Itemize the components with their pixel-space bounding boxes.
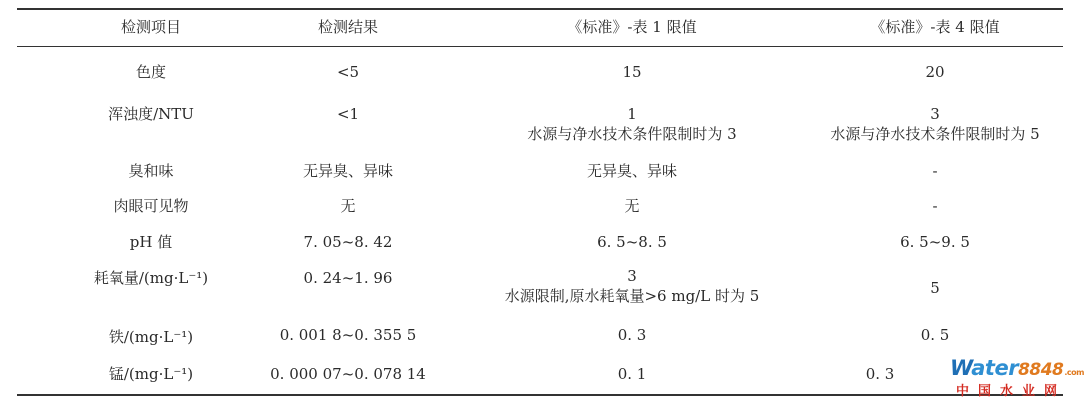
row-table1-limit [470, 104, 794, 144]
row-table1-limit: 无异臭、异味 [586, 162, 677, 180]
watermark-brand-chinese: 中国水业网 [956, 384, 1067, 399]
row-table1-limit: 无 [624, 197, 640, 215]
row-result: <5 [336, 63, 360, 81]
watermark-brand: Water8848.com [950, 356, 1084, 380]
water8848-watermark-logo [950, 356, 1084, 399]
limit-value: 3 [930, 105, 940, 123]
row-table1-limit: 6. 5~8. 5 [597, 233, 667, 251]
row-table4-limit [790, 104, 1080, 144]
row-result: <1 [336, 105, 360, 123]
row-table1-limit: 0. 3 [617, 326, 647, 344]
limit-note: 水源与净水技术条件限制时为 5 [830, 125, 1040, 143]
header-item: 检测项目 [120, 18, 181, 36]
row-table4-limit: - [932, 197, 938, 215]
row-item: 色度 [135, 63, 166, 81]
row-table4-limit: 6. 5~9. 5 [900, 233, 970, 251]
table-bottom-rule [17, 394, 1063, 396]
header-result: 检测结果 [317, 18, 378, 36]
limit-note: 水源与净水技术条件限制时为 3 [527, 125, 737, 143]
row-item: 锰/(mg·L⁻¹) [108, 365, 194, 383]
row-item: pH 值 [129, 233, 173, 251]
header-table4-limit: 《标准》-表 4 限值 [870, 18, 1000, 36]
row-item: 铁/(mg·L⁻¹) [108, 328, 194, 346]
table-header-rule [17, 46, 1063, 47]
row-item: 耗氧量/(mg·L⁻¹) [93, 269, 209, 287]
header-table1-limit: 《标准》-表 1 限值 [567, 18, 697, 36]
row-result: 7. 05~8. 42 [303, 233, 393, 251]
table-top-rule [17, 8, 1063, 10]
row-result: 0. 001 8~0. 355 5 [279, 326, 417, 344]
row-table1-limit: 15 [622, 63, 642, 81]
row-table1-limit: 0. 1 [617, 365, 647, 383]
row-result: 无 [340, 197, 356, 215]
row-item: 浑浊度/NTU [108, 105, 194, 123]
limit-value: 3 [627, 267, 637, 285]
row-result: 0. 000 07~0. 078 14 [270, 365, 426, 383]
row-result: 无异臭、异味 [302, 162, 393, 180]
row-item: 肉眼可见物 [113, 197, 189, 215]
row-result: 0. 24~1. 96 [303, 269, 393, 287]
limit-value: 1 [627, 105, 637, 123]
limit-note: 水源限制,原水耗氧量>6 mg/L 时为 5 [504, 287, 760, 305]
row-table4-limit: - [932, 162, 938, 180]
row-table1-limit [470, 266, 794, 306]
row-table4-limit: 20 [925, 63, 945, 81]
row-item: 臭和味 [128, 162, 174, 180]
row-table4-limit: 0. 5 [920, 326, 950, 344]
row-table4-limit: 0. 3 [865, 365, 895, 383]
row-table4-limit: 5 [930, 279, 940, 297]
